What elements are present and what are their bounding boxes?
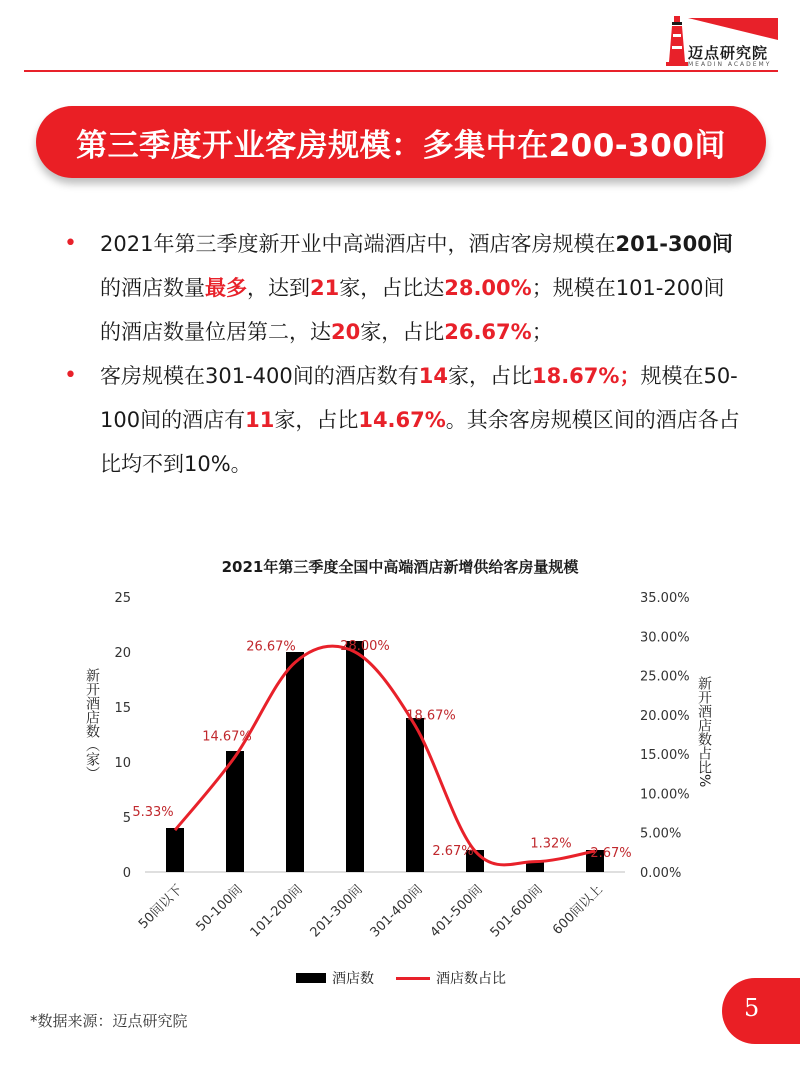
page-number: 5 (744, 994, 760, 1022)
line-data-label: 1.32% (530, 836, 572, 852)
y2-tick-label: 35.00% (640, 591, 690, 606)
y-tick-label: 25 (114, 591, 131, 606)
bullet-highlight: 28.00% (444, 276, 532, 300)
bullet-text: ； (531, 320, 553, 344)
line-data-label: 28.00% (340, 639, 390, 654)
bullet-highlight: 21 (310, 276, 340, 300)
line-data-label: 26.67% (246, 639, 296, 655)
bullet-text: 家，占比 (447, 364, 532, 388)
bar-201-300间 (346, 641, 364, 872)
bullet-text: 2021年第三季度新开业中高端酒店中，酒店客房规模在 (100, 232, 616, 256)
bullet-highlight: 201-300间 (615, 232, 733, 256)
y2-tick-label: 30.00% (640, 630, 690, 646)
y-tick-label: 20 (114, 646, 131, 661)
legend-swatch-bar (296, 973, 326, 983)
y-axis-title: 新开酒店数（家） (84, 668, 100, 780)
bullet-dot-icon: • (64, 363, 77, 388)
logo-name: 迈点研究院 (688, 44, 769, 62)
bar-50间以下 (166, 828, 184, 872)
line-data-label: 2.67% (432, 844, 474, 860)
bullet-dot-icon: • (64, 231, 77, 256)
bullet-highlight: 18.67%； (531, 364, 641, 388)
legend-label-bar: 酒店数 (332, 971, 374, 987)
chart-title: 2021年第三季度全国中高端酒店新增供给客房量规模 (221, 558, 579, 576)
x-tick-label: 50间以下 (135, 882, 186, 933)
y2-tick-label: 20.00% (640, 708, 690, 724)
bullet-text: 家，占比 (360, 320, 445, 344)
y-tick-label: 15 (114, 701, 131, 716)
page-number-tab (722, 978, 800, 1044)
bar-101-200间 (286, 652, 304, 872)
data-source: *数据来源：迈点研究院 (30, 1012, 188, 1030)
bullet-text: 客房规模在301-400间的酒店数有 (100, 364, 419, 388)
x-tick-label: 600间以上 (550, 882, 606, 938)
bullet-highlight: 26.67% (444, 320, 532, 344)
y-tick-label: 5 (122, 811, 131, 826)
bullet-highlight: 14 (418, 364, 448, 388)
bullet-text: 规模在50-100间的酒店有 (100, 364, 738, 432)
y2-tick-label: 10.00% (640, 787, 690, 803)
line-data-label: 5.33% (132, 805, 174, 821)
bar-301-400间 (406, 718, 424, 872)
x-tick-label: 501-600间 (487, 882, 546, 941)
bullet-text: ；规模在101-200间的酒店数量位居第二，达 (100, 276, 725, 344)
y2-tick-label: 5.00% (640, 826, 682, 842)
y-tick-label: 10 (114, 756, 131, 771)
bullet-text: 。其余客房规模区间的酒店各占比均不到10%。 (100, 408, 740, 476)
bullet-highlight: 11 (245, 408, 275, 432)
line-data-label: 18.67% (406, 708, 456, 724)
x-tick-label: 50-100间 (193, 882, 246, 935)
x-tick-label: 401-500间 (427, 882, 486, 941)
bullet-text: 的酒店数量 (100, 276, 205, 300)
line-data-label: 2.67% (590, 846, 632, 862)
bullet-highlight: 最多 (205, 276, 247, 300)
page-title: 第三季度开业客房规模：多集中在200-300间 (76, 127, 726, 164)
legend-label-line: 酒店数占比 (436, 971, 506, 987)
y2-tick-label: 0.00% (640, 866, 682, 881)
line-data-label: 14.67% (202, 729, 252, 745)
y2-tick-label: 15.00% (640, 748, 690, 764)
x-tick-label: 201-300间 (307, 882, 366, 941)
x-tick-label: 301-400间 (367, 882, 426, 941)
x-tick-label: 101-200间 (247, 882, 306, 941)
y2-axis-title: 新开酒店数占比% (696, 676, 712, 788)
y2-tick-label: 25.00% (640, 669, 690, 685)
bullet-highlight: 20 (331, 320, 361, 344)
logo-subtitle: MEADIN ACADEMY (688, 61, 772, 68)
legend-swatch-line (396, 977, 430, 980)
bar-50-100间 (226, 751, 244, 872)
y-tick-label: 0 (122, 866, 131, 881)
bullet-text: 家，占比达 (339, 276, 445, 300)
bullet-text: 家，占比 (274, 408, 359, 432)
bullet-text: ，达到 (247, 276, 310, 300)
chart-legend (296, 968, 506, 988)
bullet-highlight: 14.67% (358, 408, 446, 432)
